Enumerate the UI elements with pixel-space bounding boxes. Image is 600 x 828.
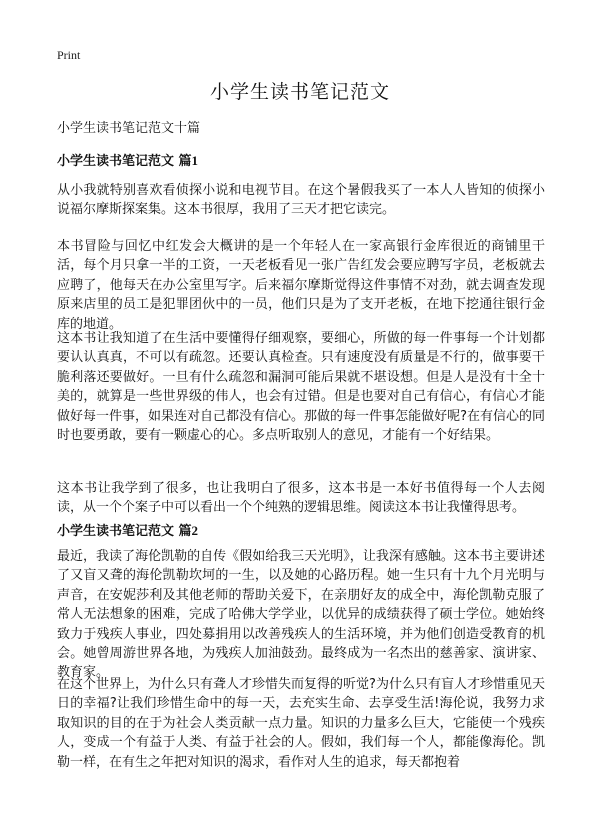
paragraph: 这本书让我学到了很多，也让我明白了很多，这本书是一本好书值得每一个人去阅读，从一个个案子中可以看出一个个纯熟的逻辑思维。阅读这本书让我懂得思考。 [57,481,545,516]
section-heading-text: 小学生读书笔记范文 篇 [57,524,192,539]
paragraph: 在这个世界上，为什么只有聋人才珍惜失而复得的听觉?为什么只有盲人才珍惜重见天日的幸福?让我们珍惜生命中的每一天，去充实生命、去享受生活!海伦说，我努力求取知识的目的在于为社会人类贡献一点力量。知识的力量多么巨大，它能使一个残疾人，变成一个有益于人类、有益于社会的人。假如，我们每一个人，都能像海伦。凯勒一样，在有生之年把对知识的渴求，看作对人生的追求，每天都抱着 [57,677,545,770]
paragraph: 本书冒险与回忆中红发会大概讲的是一个年轻人在一家高银行金库很近的商铺里干活，每个月只拿一半的工资，一天老板看见一张广告红发会要应聘写字员，老板就去应聘了，他每天在办公室里写字。后来福尔摩斯觉得这件事情不对劲，就去调查发现原来店里的员工是犯罪团伙中的一员，他们只是为了支开老板，在地下挖通往银行金库的地道。 [57,239,545,332]
document-title: 小学生读书笔记范文 [209,81,390,103]
paragraph: 这本书让我知道了在生活中要懂得仔细观察，要细心，所做的每一件事每一个计划都要认认真真，不可以有疏忽。还要认真检查。只有速度没有质量是不行的，做事要干脆利落还要做好。一旦有什么疏忽和漏洞可能后果就不堪设想。但是人是没有十全十美的，就算是一些世界级的伟人，也会有过错。但是也要对自己有信心，有信心才能做好每一件事，如果连对自己都没有信心。那做的每一件事怎能做好呢?在有信心的同时也要勇敢，要有一颗虚心的心。多点听取别人的意见，才能有一个好结果。 [57,331,545,444]
section-heading-number: 2 [191,523,199,538]
print-link[interactable]: Print [57,48,81,62]
paragraph: 从小我就特别喜欢看侦探小说和电视节目。在这个暑假我买了一本人人皆知的侦探小说福尔摩斯探案集。这本书很厚，我用了三天才把它读完。 [57,183,545,218]
section-heading-number: 1 [191,153,199,168]
section-heading-1 [57,153,198,170]
document-subtitle: 小学生读书笔记范文十篇 [57,121,201,136]
paragraph: 最近，我读了海伦凯勒的自传《假如给我三天光明》，让我深有感触。这本书主要讲述了又盲又聋的海伦凯勒坎坷的一生，以及她的心路历程。她一生只有十九个月光明与声音，在安妮莎利及其他老师的帮助关爱下，在亲朋好友的成全中，海伦凯勒克服了常人无法想象的困难，完成了哈佛大学学业，以优异的成绩获得了硕士学位。她始终致力于残疾人事业，四处募捐用以改善残疾人的生活环境，并为他们创造受教育的机会。她曾周游世界各地，为残疾人加油鼓劲。最终成为一名杰出的慈善家、演讲家、教育家。 [57,549,545,681]
section-heading-text: 小学生读书笔记范文 篇 [57,154,192,169]
section-heading-2 [57,523,198,540]
